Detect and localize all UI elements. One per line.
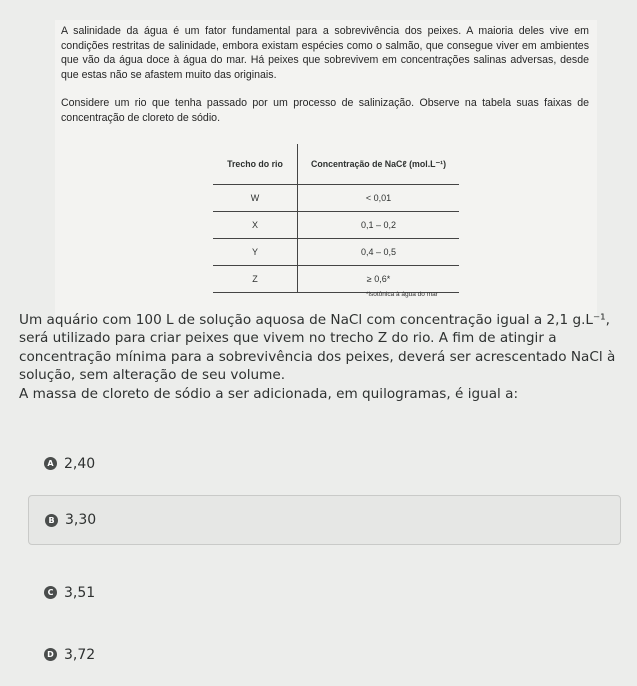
table-header-cell: Concentração de NaCℓ (mol.L⁻¹)	[310, 158, 447, 169]
option-c[interactable]	[28, 570, 619, 615]
table-row	[213, 239, 459, 266]
table-cell: W	[213, 185, 298, 212]
table-header-row	[213, 144, 459, 185]
question-image	[55, 20, 597, 320]
option-letter-badge: B	[45, 514, 58, 527]
option-letter-badge: C	[44, 586, 57, 599]
option-letter-badge: A	[44, 457, 57, 470]
table-row	[213, 185, 459, 212]
question-prompt: A massa de cloreto de sódio a ser adicionada, em quilogramas, é igual a:	[19, 385, 519, 402]
table-cell: Z	[213, 266, 298, 293]
table-cell: X	[213, 212, 298, 239]
table-cell: ≥ 0,6*	[366, 274, 391, 284]
table-cell: Y	[213, 239, 298, 266]
question-block	[19, 311, 629, 403]
option-letter-badge: D	[44, 648, 57, 661]
table-row	[213, 266, 459, 293]
table-cell: 0,1 – 0,2	[360, 220, 397, 230]
option-b[interactable]	[28, 495, 621, 545]
table-cell: < 0,01	[365, 193, 392, 203]
option-value: 3,72	[64, 646, 96, 663]
table-header-cell: Trecho do rio	[213, 144, 298, 185]
table-cell: 0,4 – 0,5	[360, 247, 397, 257]
option-value: 2,40	[64, 455, 96, 472]
option-value: 3,51	[64, 584, 96, 601]
table-row	[213, 212, 459, 239]
intro-paragraph-2: Considere um rio que tenha passado por um processo de salinização. Observe na tabela suas faixas de concentração de cloreto de sódio.	[61, 97, 589, 124]
option-d[interactable]	[28, 632, 619, 677]
table-footnote: *isotônica à água do mar	[366, 291, 438, 298]
option-a[interactable]	[28, 441, 619, 486]
question-text: Um aquário com 100 L de solução aquosa de NaCl com concentração igual a 2,1 g.L⁻¹, será utilizado para criar peixes que vivem no trecho Z do rio. A fim de atingir a concentração mínima para a sobrevivência dos peixes, deverá ser acrescentado NaCl à solução, sem alteração de seu volume.	[19, 312, 616, 384]
intro-paragraph-1: A salinidade da água é um fator fundamental para a sobrevivência dos peixes. A maioria deles vive em condições restritas de salinidade, embora existam espécies como o salmão, que consegue viver em ambientes que vão da água doce à água do mar. Há peixes que sobrevivem em concentrações salinas adversas, desde que estas não se afastem muito das originais.	[61, 25, 589, 81]
salinity-table	[213, 144, 459, 293]
option-value: 3,30	[65, 512, 97, 528]
